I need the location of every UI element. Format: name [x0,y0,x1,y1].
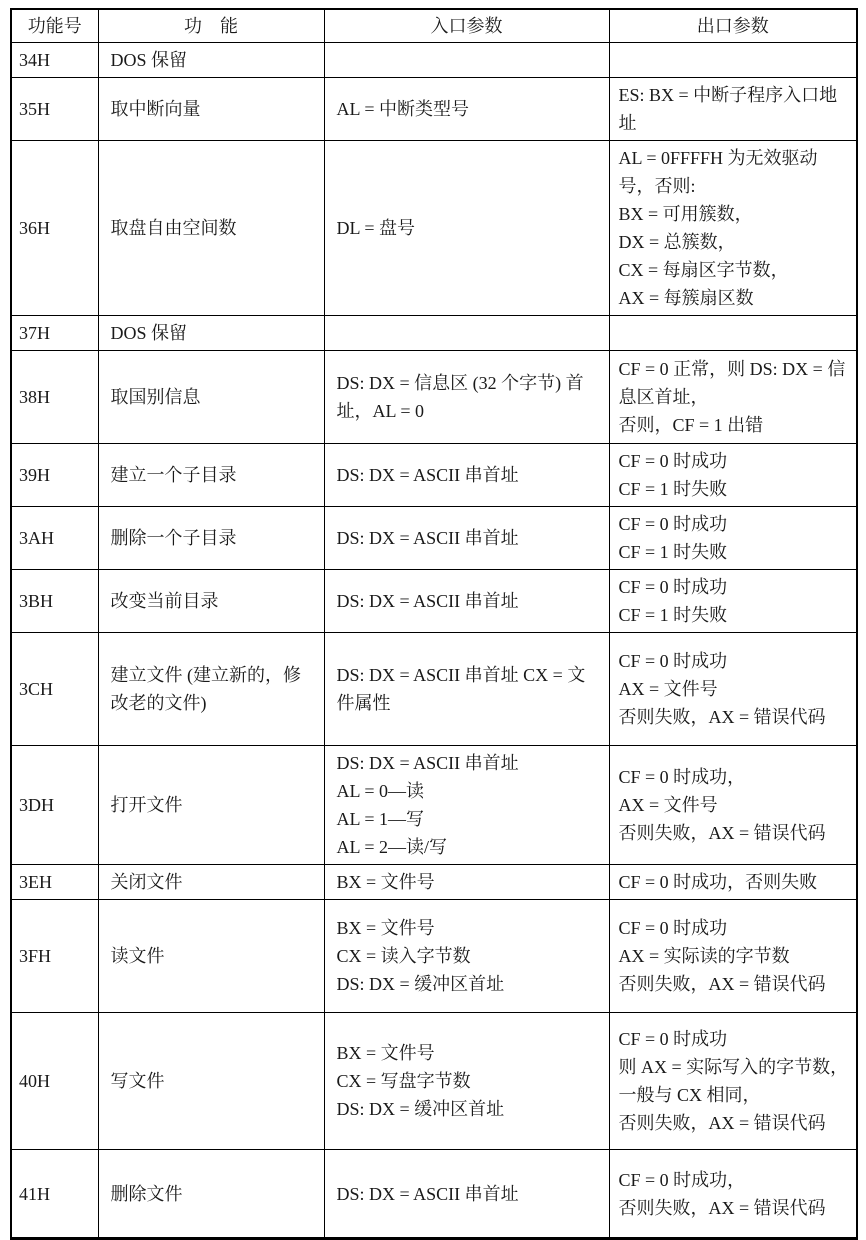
cell-line: 否则失败，AX = 错误代码 [618,823,826,843]
cell-line: CF = 0 时成功， [618,1169,746,1190]
entry-params-cell [324,570,609,633]
cell-line: 写文件 [110,1071,165,1091]
entry-params-cell [324,865,609,900]
function-code-cell: 3BH [11,570,98,633]
cell-line: DOS 保留 [110,50,188,70]
table-row [11,78,857,141]
cell-line: 关闭文件 [110,872,183,892]
cell-line: AL = 0—读 [336,781,424,801]
table-row [11,507,857,570]
entry-params-cell [324,1013,609,1150]
cell-line: 否则失败，AX = 错误代码 [618,974,826,994]
cell-line: 建立一个子目录 [110,465,237,485]
cell-line: DS: DX = ASCII 串首址 [336,753,519,773]
cell-line: AX = 实际读的字节数 [618,946,790,966]
exit-params-cell [609,1013,857,1150]
header-function-code: 功能号 [11,9,98,43]
function-code-cell: 37H [11,316,98,351]
entry-params-cell [324,141,609,316]
header-exit-params: 出口参数 [609,9,857,43]
cell-line: DL = 盘号 [336,218,415,238]
cell-line: 建立文件 (建立新的，修改老的文件) [110,665,301,713]
function-code-cell: 36H [11,141,98,316]
cell-line: CF = 0 时成功 [618,514,728,534]
exit-params-cell [609,1150,857,1239]
entry-params-cell [324,1150,609,1239]
cell-line: DOS 保留 [110,323,188,343]
cell-line: CF = 1 时失败 [618,479,728,499]
cell-line: CF = 0 时成功， [618,767,746,787]
exit-params-cell [609,746,857,865]
cell-line: CX = 写盘字节数 [336,1071,471,1091]
table-row [11,633,857,746]
exit-params-cell [609,570,857,633]
cell-line: 否则失败，AX = 错误代码 [618,1113,826,1133]
function-code-cell: 3EH [11,865,98,900]
table-row [11,43,857,78]
function-name-cell [98,1150,324,1239]
entry-params-cell [324,900,609,1013]
function-name-cell [98,78,324,141]
table-row [11,900,857,1013]
cell-line: 取盘自由空间数 [110,218,237,238]
cell-line: 打开文件 [110,795,183,815]
table-row [11,1150,857,1239]
cell-line: 取国别信息 [110,387,201,407]
entry-params-cell [324,444,609,507]
cell-line: DX = 总簇数， [618,232,736,252]
exit-params-cell [609,900,857,1013]
cell-line: CF = 0 时成功 [618,918,728,938]
function-name-cell [98,900,324,1013]
cell-line: 否则，CF = 1 出错 [618,415,764,435]
function-name-cell [98,141,324,316]
function-code-cell: 3CH [11,633,98,746]
exit-params-cell [609,78,857,141]
exit-params-cell [609,351,857,444]
function-name-cell [98,633,324,746]
dos-function-table [10,8,858,1240]
function-name-cell [98,316,324,351]
table-body [11,43,857,1239]
entry-params-cell [324,507,609,570]
entry-params-cell [324,316,609,351]
entry-params-cell [324,78,609,141]
cell-line: CF = 0 时成功 [618,451,728,471]
cell-line: DS: DX = ASCII 串首址 [336,1183,519,1204]
entry-params-cell [324,43,609,78]
cell-line: AL = 0FFFFH 为无效驱动号，否则: [618,148,818,196]
function-name-cell [98,1013,324,1150]
table-row [11,141,857,316]
cell-line: CF = 0 时成功 [618,1029,728,1049]
cell-line: CF = 0 正常，则 DS: DX = 信息区首址， [618,359,846,407]
function-code-cell: 3AH [11,507,98,570]
function-code-cell: 35H [11,78,98,141]
function-name-cell [98,43,324,78]
cell-line: ES: BX = 中断子程序入口地址 [618,85,838,133]
cell-line: 删除一个子目录 [110,528,237,548]
exit-params-cell [609,141,857,316]
cell-line: 否则失败，AX = 错误代码 [618,707,826,727]
function-name-cell [98,865,324,900]
cell-line: 取中断向量 [110,99,201,119]
cell-line: CF = 0 时成功，否则失败 [618,872,818,892]
cell-line: CX = 每扇区字节数， [618,260,789,280]
exit-params-cell [609,43,857,78]
cell-line: CF = 1 时失败 [618,605,728,625]
function-code-cell: 3DH [11,746,98,865]
header-entry-params: 入口参数 [324,9,609,43]
function-code-cell: 40H [11,1013,98,1150]
function-code-cell: 34H [11,43,98,78]
exit-params-cell [609,865,857,900]
cell-line: 一般与 CX 相同， [618,1085,761,1105]
function-code-cell: 3FH [11,900,98,1013]
exit-params-cell [609,316,857,351]
cell-line: AX = 每簇扇区数 [618,288,754,308]
cell-line: DS: DX = 缓冲区首址 [336,974,505,994]
table-row [11,316,857,351]
cell-line: 改变当前目录 [110,591,219,611]
cell-line: CF = 0 时成功 [618,577,728,597]
entry-params-cell [324,746,609,865]
function-name-cell [98,570,324,633]
header-function-name: 功 能 [98,9,324,43]
cell-line: BX = 文件号 [336,872,435,892]
cell-line: 否则失败，AX = 错误代码 [618,1197,826,1218]
table-row [11,1013,857,1150]
exit-params-cell [609,507,857,570]
function-name-cell [98,444,324,507]
cell-line: BX = 文件号 [336,918,435,938]
cell-line: BX = 可用簇数， [618,204,753,224]
exit-params-cell [609,633,857,746]
cell-line: AL = 1—写 [336,809,424,829]
function-code-cell: 41H [11,1150,98,1239]
entry-params-cell [324,351,609,444]
cell-line: DS: DX = ASCII 串首址 [336,528,519,548]
cell-line: AL = 2—读/写 [336,837,447,857]
table-row [11,865,857,900]
entry-params-cell [324,633,609,746]
function-code-cell: 39H [11,444,98,507]
cell-line: DS: DX = 缓冲区首址 [336,1099,505,1119]
cell-line: DS: DX = ASCII 串首址 [336,591,519,611]
function-name-cell [98,351,324,444]
cell-line: CF = 0 时成功 [618,651,728,671]
cell-line: AX = 文件号 [618,679,718,699]
cell-line: BX = 文件号 [336,1043,435,1063]
table-row [11,570,857,633]
cell-line: 读文件 [110,946,165,966]
cell-line: AX = 文件号 [618,795,718,815]
cell-line: 删除文件 [110,1183,183,1204]
table-row [11,351,857,444]
cell-line: 则 AX = 实际写入的字节数， [618,1057,849,1077]
table-header [11,9,857,43]
cell-line: DS: DX = ASCII 串首址 [336,465,519,485]
cell-line: DS: DX = ASCII 串首址 CX = 文件属性 [336,665,586,713]
table-row [11,746,857,865]
exit-params-cell [609,444,857,507]
cell-line: DS: DX = 信息区 (32 个字节) 首址，AL = 0 [336,373,584,421]
table-row [11,444,857,507]
header-row [11,9,857,43]
cell-line: CX = 读入字节数 [336,946,471,966]
function-name-cell [98,746,324,865]
cell-line: AL = 中断类型号 [336,99,469,119]
cell-line: CF = 1 时失败 [618,542,728,562]
function-code-cell: 38H [11,351,98,444]
function-name-cell [98,507,324,570]
